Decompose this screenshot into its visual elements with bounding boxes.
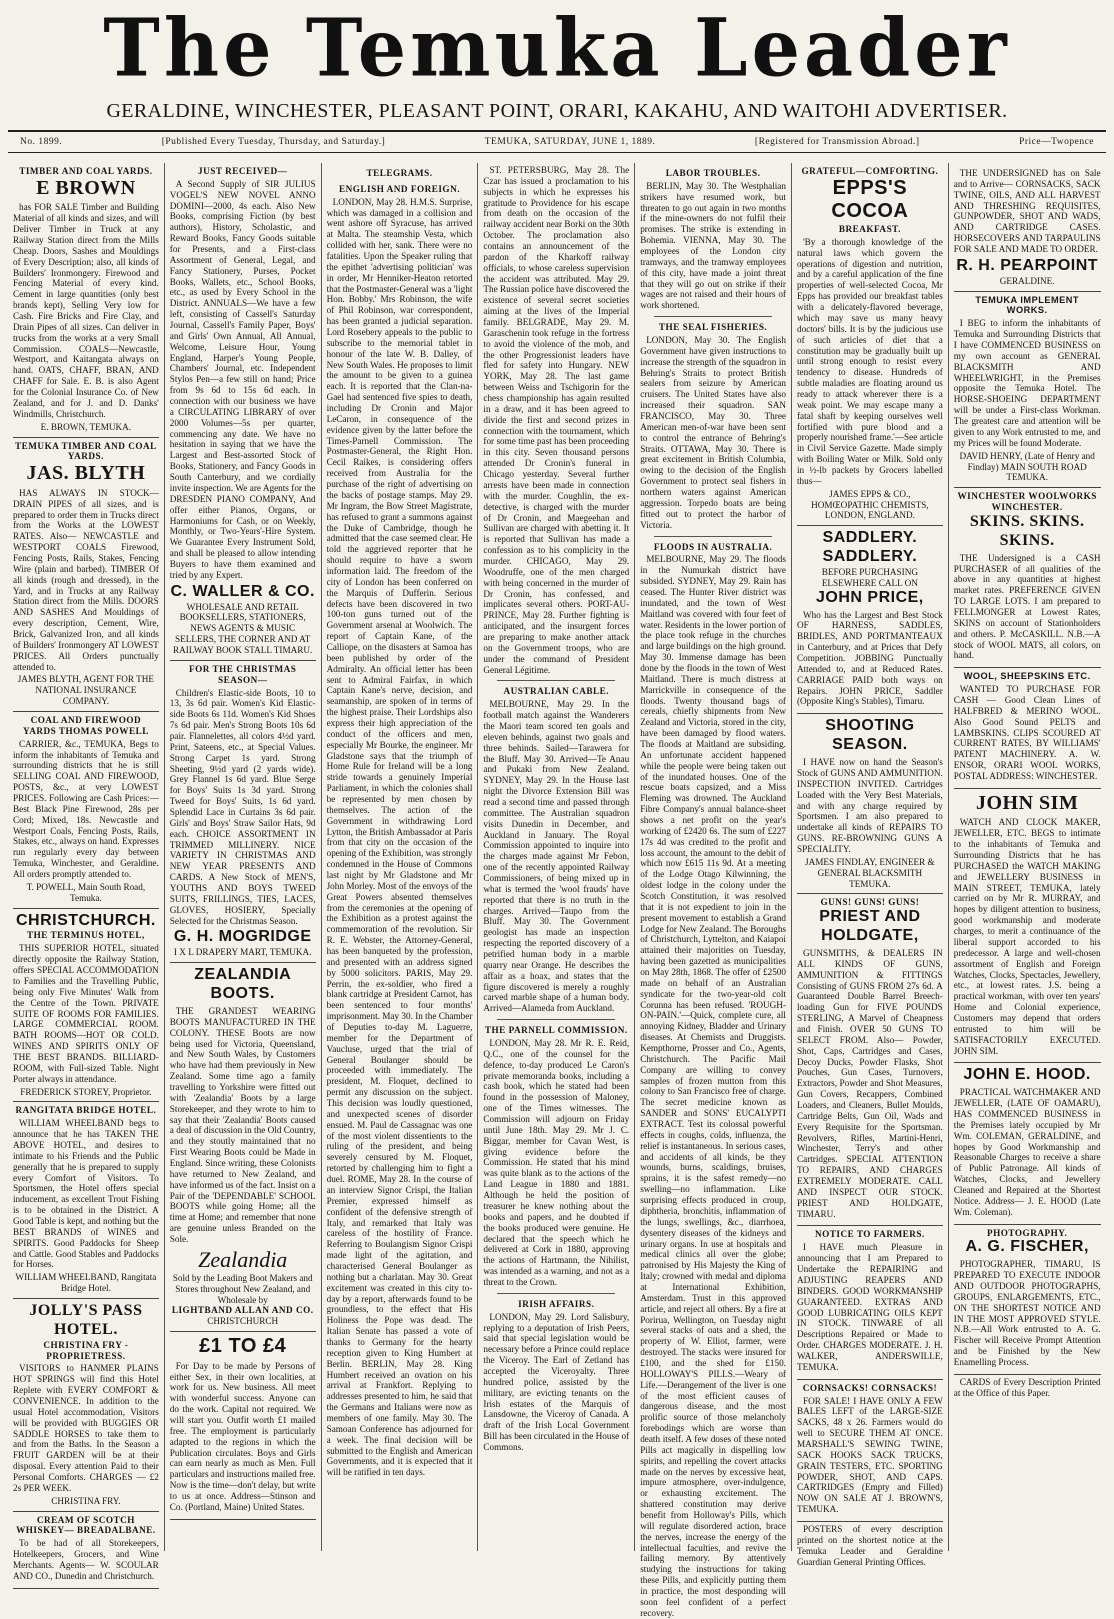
zealandia-logo: Zealandia [198,1246,288,1272]
ad-heading: FOR THE CHRISTMAS SEASON— [189,663,297,685]
section-heading: AUSTRALIAN CABLE. [503,686,610,697]
ad-heading: CHRISTCHURCH. [15,911,156,929]
ad-name: E BROWN [36,176,136,199]
ad-earn-money [170,1332,316,1520]
ad-body: I HAVE much Pleasure in announcing that I am Prepared to Undertake the REPAIRING and ADJUSTING REAPERS AND BINDERS. GOOD WORKMANSHIP GUARANTEED. EXTRAS AND GOOD LUBRICATING OILS KEPT IN STOCK. TINWARE of all Descriptions Repaired or Made to Order. CHARGES MODERATE. J. H. WALKER, ANDERSWILLE, TEMUKA. [796,1242,943,1372]
ad-body: I HAVE now on hand the Season's Stock of GUNS AND AMMUNITION. INSPECTION INVITED. Cartridges Loaded with the Very Best Materials, and with any charge required by Sportsmen. I am also prepared to undertake all kinds of REPAIRS TO GUNS. RE-BROWNING GUNS A SPECIALITY. [796,757,943,854]
article-body: LONDON, May 30. The English Government have given instructions to increase the strength of the squadron in Behring's Straits to protect British sealers from seizure by American cruisers. The United States have also increased their squadron. SAN FRANCISCO, May 30. Three American men-of-war have been sent to control the entrance of Behring's Straits. OTTAWA, May 30. There is great excitement in British Columbia, owing to the decision of the English Government to protect seal fishers in northern waters against American aggression. Torpedo boats are being fitted out to protect the harbor of Victoria. [640,335,786,530]
ad-signature: CHRISTINA FRY. [51,1495,121,1506]
ad-name: LIGHTBAND ALLAN AND CO. [171,1305,314,1316]
section-heading: TELEGRAMS. [366,168,433,178]
article-body: LONDON, May 28. H.M.S. Surprise, which was damaged in a collision and went ashore off Syracuse, has arrived at Malta. The steamship Vesta, which collided with her, sank. There were no fatalities. Upon the Speaker ruling that the epithet 'advertising politician' was in order, Mr Henniker-Heaton retorted that the Postmaster-General was a 'light Hon. Bobby.' Mrs Robinson, the wife of Phil Robinson, war correspondent, has been granted a judicial separation. Lord Rosebery appeals to the public to subscribe to the memorial tablet in honour of the late W. B. Dalley, of New South Wales. He proposes to limit the amount to be given to a guinea each. It is reported that the Clan-na-Gael had sentenced five spies to death, including Dr Cronin and Major LeCaron, in consequence of the evidence given by the latter before the Times-Parnell Commission. The Postmaster-General, the Right Hon. Cecil Raikes, is considering offers received from Australia for the purchase of the right of advertising on the backs of postage stamps. May 29. Mr Ingram, the Bow Street Magistrate, has refused to grant a summons against the Duke of Cambridge, though he admitted that the case seemed clear. He told the aggrieved reporter that he should require to have a sworn information laid. The freedom of the city of London has been conferred on the Marquis of Dufferin. Serious defects have been discovered in two 100-ton guns turned out of the Government arsenal at Woolwich. The report of Captain Kane, of the Calliope, on the disasters at Samoa has been published by order of the Admiralty. An official letter has been sent to Admiral Fairfax, in which Captain Kane's nerve, decision, and seamanship, are spoken of in terms of the highest praise. Their Lordships also express their high appreciation of the conduct of the officers and men, especially Mr Bourke, the engineer. Mr Gladstone says that the triumph of Home Rule for Ireland will be a long stride towards a genuinely Imperial Parliament, in which the colonies shall be represented by men chosen by themselves. The action of the Government in withdrawing Lord Lytton, the British Ambassador at Paris from that city on the occasion of the opening of the Exhibition, was strongly condemned in the House of Commons last night by Mr Gladstone and Mr John Morley. Most of the envoys of the Great Powers absented themselves from the ceremonies at the opening of the Exhibition as a protest against the commemoration of the revolution. Sir R. E. Webster, the Attorney-General, has been banqueted by the profession, and presented with an address signed by 5000 solicitors. PARIS, May 29. Perrin, the ex-soldier, who fired a blank cartridge at President Carnot, has been sentenced to four months' imprisonment. May 30. In the Chamber of Deputies to-day M. Laguerre, member for the Department of Vaucluse, urged that the trial of General Boulanger should be proceeded with immediately. The president, M. Floquet, declined to permit any discussion on the subject. This decision was loudly questioned, and unexpected scenes of disorder ensued. M. Paul de Cassagnac was one of the most violent dissentients to the ruling of the president, and being severely censured by M. Floquet, retorted by challenging him to fight a duel. ROME, May 28. In the course of an interview Signor Crispi, the Italian Premier, expressed himself as confident of the defensive strength of Italy, and remarked that Italy was careless of the hostility of France. Referring to Boulangism Signor Crispi made light of the agitation, and characterised General Boulanger as nothing but a charlatan. May 30. Great excitement was created in this city to-day by a report, afterwards found to be groundless, to the effect that His Holiness the Pope was dead. The Italian Senate has passed a vote of thanks to Germany for the hearty reception given to King Humbert at Berlin. BERLIN, May 28. King Humbert received an ovation on his arrival at Frankfort. Replying to addresses presented to him, he said that the Germans and Italians were now as members of one family. May 30. The Samoan Conference has adjourned for a week. The final decision will be submitted to the English and American Governments, and it is expected that it will be ratified in ten days. [326,196,473,1478]
divider [497,1019,615,1020]
ad-footer: I X L DRAPERY MART, TEMUKA. [173,947,312,958]
ad-john-price [797,526,943,714]
ad-body: GUNSMITHS, & DEALERS IN ALL KINDS OF GUNS, AMMUNITION & FITTINGS Consisting of GUNS FROM 27s 6d. A Guaranteed Double Barrel Breech-loading Gun for FIVE POUNDS STERLING, A Marvel of Cheapness and Finish. OVER 50 GUNS TO SELECT FROM. Also— Powder, Shot, Caps, Cartridges and Cases, Decoy Ducks, Powder Flasks, Shot Pouches, Gun Cases, Turnovers, Extractors, Powder and Shot Measures, Gun Covers, Recappers, Combined Loaders, and Cleaners, Bullet Moulds, Cartridge Belts, Gun Oil, Wads and Every Requisite for the Sportsman. Revolvers, Rifles, Martini-Henri, Winchester, Terry's and other Cartridges. SPECIAL ATTENTION TO REPAIRS, AND CHARGES EXTREMELY MODERATE. CALL AND INSPECT OUR STOCK. PRIEST AND HOLDGATE, TIMARU. [796,948,943,1219]
ad-heading: SADDLERY. SADDLERY. [822,529,918,566]
ad-blyth [13,438,159,713]
posters-notice: POSTERS of every description printed on the shortest notice at the Temuka Leader and Geraldine Guardian General Printing Offices. [796,1523,943,1567]
ad-findlay [797,714,943,894]
ad-powell [13,712,159,909]
ad-cornsacks [797,1380,943,1522]
ad-body: Who has the Largest and Best Stock OF HARNESS, SADDLES, BRIDLES, AND PORTMANTEAUX in Canterbury, and at Prices that Defy Competition. JOBBING Punctually Attended to, and at Reduced Rates. CARRIAGE PAID both ways on Repairs. JOHN PRICE, Saddler (Opposite King's Stables), Timaru. [796,609,943,707]
ad-body: PRACTICAL WATCHMAKER AND JEWELLER, (LATE OF OAMARU), HAS COMMENCED BUSINESS in the Premises lately occupied by Mr Wm. COLEMAN, GERALDINE, and hopes by Good Workmanship and Reasonable Charges to receive a share of Public Patronage. All kinds of Watches, Clocks, and Jewellery Cleaned and Repaired at the Shortest Notice. Address— J. E. HOOD (Late Wm. Coleman). [953,1087,1101,1217]
ad-john-hood [954,1063,1101,1224]
ad-kicker: GRATEFUL—COMFORTING. [801,166,939,176]
cards-notice: CARDS of Every Description Printed at the Office of this Paper. [953,1376,1101,1398]
ad-kicker: BEFORE PURCHASING ELSEWHERE CALL ON [821,567,918,588]
ad-heading: PRIEST AND HOLDGATE, [819,908,921,945]
issue-number: No. 1899. [20,137,63,147]
divider [654,536,772,537]
ad-heading: £1 TO £4 [199,1335,287,1358]
ad-wool-sheepskins [954,668,1101,789]
ad-signature: E. BROWN, TEMUKA. [40,421,132,432]
ad-heading: CREAM OF SCOTCH WHISKEY— BREADALBANE. [16,1514,156,1536]
article-body: MELBOURNE, May 29. The floods in the Numurkah district have subsided. SYDNEY, May 29. Rain has ceased. The Hunter River district was inundated, and the town of West Maitland was covered with four feet of water. Residents in the lower portion of the place took refuge in the churches and large buildings on the high ground. May 30. Immense damage has been done by the floods in the town of West Maitland. There is much distress at Marrickville in consequence of the floods. Twenty thousand bags of cereals, chiefly shipments from New Zealand and Victoria, stored in the city, have been damaged by flood waters. The floods at Maitland are subsiding. An unfortunate accident happened while the people were being taken out of the inundated houses. One of the rescue boats capsized, and a Miss Fleming was drowned. The Auckland Fibre Company's annual balance-sheet shows a net profit on the year's working of £2420 6s. The sum of £227 17s 4d was credited to the profit and loss account, the amount to the debit of which now £615 11s 9d. At a meeting of the Lodge Otago Kilwinning, the oldest lodge in the colony under the Scotch Constitution, it was resolved that it is not expedient to join in the present movement to establish a Grand Lodge for New Zealand. The Boroughs of Christchurch, Lyttelton, and Kaiapoi attained their majorities on Tuesday, having been gazetted as municipalities on May 28th, 1868. The offer of £2500 made on behalf of an Australian syndicate for the two-year-old colt Corunna has been refused. 'ROUGH-ON-PAIN.'—Quick, complete cure, all annoying Kidney, Bladder and Urinary diseases. At Chemists and Druggists. Kempthorne, Prosser and Co., Agents, Christchurch. The Pacific Mail Company are willing to convey samples of frozen mutton from this colony to San Francisco free of charge. The secret medicine known as SANDER and SONS' EUCALYPTI EXTRACT. Test its colossal powerful effects in coughs, colds, influenza, the relief is instantaneous. In serious cases, and accidents of all kinds, be they wounds, burns, scaldings, bruises, sprains, it is the safest remedy—no swelling—no inflammation. Like surprising effects produced in croup, diphtheria, bronchitis, inflammation of the lungs, swellings, &c., diarrhoea, dysentery diseases of the kidneys and urinary organs. In use at hospitals and medical clinics all over the globe; patronised by His Majesty the King of Italy; crowned with medal and diploma at International Exhibition, Amsterdam. Trust in this approved article, and reject all others. By a fire at Porirua, Wellington, on Tuesday night several stacks of oats and a shed, the property of W. Elliot, farmer, were destroyed. The stacks were insured for £100, and the shed for £150. HOLLOWAY'S PILLS.—Weary of Life.—Derangement of the liver is one of the most efficient causes of dangerous disease, and the most prolific source of those melancholy forebodings which are worse than death itself. A few doses of these noted Pills act magically in dispelling low spirits, and repelling the covert attacks made on the nerves by excessive heat, impure atmosphere, over-indulgence, or exhausting excitement. The shattered constitution may derive benefit from Holloway's Pills, which will regulate disordered action, brace the nerves, increase the energy of the intellectual faculties, and revive the failing memory. By attentively studying the instructions for taking these Pills, and explicitly putting them in practice, the most desponding will soon feel confident of a perfect recovery. [640,554,786,1618]
ad-body: FOR SALE! I HAVE ONLY A FEW BALES LEFT of the LARGE-SIZE SACKS, 48 x 26. Farmers would do well to SECURE THEM AT ONCE. MARSHALL'S SEWING TWINE, SACK HOOKS SACK TRUCKS, GRAIN TESTERS, ETC. SPORTING POWDER, SHOT, AND CAPS. CARTRIDGES (Empty and Filled) NOW ON SALE AT J. BROWN'S, TEMUKA. [796,1395,943,1515]
ad-woolworks [954,488,1101,668]
divider [497,680,615,681]
ad-body: HAS ALWAYS IN STOCK— DRAIN PIPES of all sizes, and is prepared to order them in Trucks direct from the Works at the LOWEST RATES. Also— NEWCASTLE and WESTPORT COALS Firewood, Fencing Posts, Rails, Stakes, Fencing Wire (plain and barbed). TIMBER Of all kinds (rough and dressed), in the Yard, and in Trucks at any Railway Station direct from the Mills. DOORS AND SASHES And Mouldings of every description, Cement, Wire, Brick, Galvanized Iron, and all kinds of Builders' Ironmongery AT LOWEST PRICES. All Orders punctually attended to. [13,487,159,672]
column-3 [322,163,479,1551]
ad-name: G. H. MOGRIDGE [173,928,312,946]
ad-signature: DAVID HENRY, (Late of Henry and Findlay) MAIN SOUTH ROAD TEMUKA. [959,450,1095,483]
column-2 [165,163,322,1551]
divider [497,1293,615,1294]
ad-signature: JAMES BLYTH, AGENT FOR THE NATIONAL INSURANCE COMPANY. [17,674,155,707]
ad-heading: JOLLY'S PASS HOTEL. [29,1301,143,1338]
ad-name: CHRISTINA FRY - PROPRIETRESS. [43,1339,129,1361]
ad-heading: ZEALANDIA BOOTS. [194,966,292,1003]
issue-date: TEMUKA, SATURDAY, JUNE 1, 1889. [484,137,656,147]
ad-heading: EPPS'S COCOA [831,176,909,223]
ad-terminus-hotel [13,909,159,1103]
ad-body: WILLIAM WHEELBAND begs to announce that he has TAKEN THE ABOVE HOTEL, and desires to intimate to his Friends and the Public generally that he is prepared to supply every Comfort of Visitors. To Sportsmen, the Hotel offers special inducement, as excellent Trout Fishing is to be obtained in the District. A Good Table is kept, and nothing but the BEST BRANDS of WINES and SPIRITS. Good Paddocks for Sheep and Cattle. Good Stables and Paddocks for Horses. [13,1118,159,1270]
ad-heading: A. G. FISCHER, [965,1238,1089,1256]
ad-implement-works [954,292,1101,489]
ad-whiskey [13,1512,159,1589]
ad-footer: JAMES EPPS & CO., HOMŒOPATHIC CHEMISTS, LONDON, ENGLAND. [811,488,929,521]
column-1 [8,163,165,1581]
article-body: LONDON, May 28. Mr R. E. Reid, Q.C., one of the counsel for the defence, to-day produced Le Caron's private memoranda books, including a cash book, which he stated had been found in the possession of Maloney, one of the Times witnesses. The Commission will adjourn on Friday until June 18th. May 29. Mr J. C. Biggar, member for Cavan West, is giving evidence before the Commission. He stated that his mind was quite blank as to the actions of the Land League in 1880 and 1881. Although he held the position of treasurer he knew nothing about the books and papers, and he doubted if the books produced were genuine. He declared that the speech which he delivered at Cork in 1880, approving the actions of Hartmann, the Nihilist, was intended as a warning, and not as a threat to the Crown. [483,1038,630,1287]
ad-name: C. WALLER & CO. [170,582,315,600]
ad-fischer [954,1225,1101,1375]
ad-footer: JAMES FINDLAY, ENGINEER & GENERAL BLACKSMITH TEMUKA. [805,856,935,889]
ad-heading: TIMBER AND COAL YARDS. [19,166,153,176]
ad-signature: FREDERICK STOREY, Proprietor. [20,1086,152,1097]
ad-body: CARRIER, &c., TEMUKA, Begs to inform the inhabitants of Temuka and surrounding districts that he is still SELLING COAL AND FIREWOOD, POSTS, &c., at very LOWEST PRICES. Following are Cash Prices:—Best Black Pine Firewood, 28s per Cord; Mixed, 18s. Newcastle and Westport Coals, Fencing Posts, Rails, Stakes, etc., always on hand. Expresses run regularly every day between Temuka, Winchester, and Geraldine. All orders promptly attended to. [13,738,159,880]
price: Price—Twopence [1019,137,1094,147]
ad-pearpoint [954,163,1101,292]
ad-name: R. H. PEARPOINT [956,256,1099,274]
masthead-title: The Temuka Leader [103,0,1011,95]
ad-heading: CORNSACKS! CORNSACKS! [802,1382,938,1393]
publication-schedule: [Published Every Tuesday, Thursday, and Saturday.] [161,137,386,147]
ad-kicker: PHOTOGRAPHY. [987,1227,1068,1238]
column-4 [478,163,635,1551]
ad-zealandia [170,963,316,1332]
ad-heading: JOHN SIM [976,791,1079,814]
ad-signature: WILLIAM WHEELBAND, Rangitata Bridge Hotel. [15,1272,157,1294]
section-heading: THE PARNELL COMMISSION. [484,1025,628,1036]
ad-name: THE TERMINUS HOTEL, [26,930,145,941]
ad-heading: WINCHESTER WOOLWORKS WINCHESTER. [957,491,1097,513]
ad-heading: SHOOTING SEASON. [825,717,915,754]
ad-body: 'By a thorough knowledge of the natural laws which govern the operations of digestion and nutrition, and by a careful application of the fine properties of well-selected Cocoa, Mr Epps has provided our breakfast tables with a delicately-flavored beverage, which may save us many heavy doctors' bills. It is by the judicious use of such articles of diet that a constitution may be gradually built up until strong enough to resist every tendency to disease. Hundreds of subtle maladies are floating around us ready to attack wherever there is a weak point. We may escape many a fatal shaft by keeping ourselves well fortified with pure blood and a properly nourished frame.'—See article in Civil Service Gazette. Made simply with Boiling Water or Milk. Sold only in ½-lb packets by Grocers labelled thus— [796,236,943,486]
article-body: MELBOURNE, May 29. In the football match against the Wanderers the Maori team scored ten goals and eleven behinds, against two goals and three behinds. Sailed—Tarawera for the Bluff. May 30. Arrived—Te Anau and Pukaki from New Zealand. SYDNEY, May 29. In the House last night the Divorce Extension Bill was read a second time and passed through committee. The Australian squadron visits Dunedin in December, and Auckland in January. The Royal Commission appointed to inquire into the charges made against Mr Febon, one of the recently appointed Railway Commissioners, of being mixed up in what is termed the 'wool frauds' have reported that there is no truth in the charges. Arrived—Taupo from the Bluff. May 30. The Government geologist has made an inspection respecting the reported discovery of a petrified human body in a marble quarry near Orange. He describes the affair as a hoax, and states that the figure discovered is merely a roughly carved marble shape of a human body. Arrived—Alameda from Auckland. [483,699,630,1014]
ad-waller [170,163,316,661]
column-6 [792,163,949,1567]
ad-body: I BEG to inform the inhabitants of Temuka and Surrounding Districts that I have COMMENCED BUSINESS on my own account as GENERAL BLACKSMITH AND WHEELWRIGHT, in the Premises opposite the Temuka Hotel. The HORSE-SHOEING DEPARTMENT will be under a First-class Workman. The greatest care and attention will be given to any Work entrusted to me, and my Prices will be found Moderate. [953,318,1101,448]
ad-body: has FOR SALE Timber and Building Material of all kinds and sizes, and will Deliver Timber in Truck at any Railway Station direct from the Mills Cheap. Doors, Sashes and Mouldings of Every Description; also, all kinds of Builders' Ironmongery. Firewood and Fencing Material of every kind. Cement in large quantities (only best brands kept), Selling Very low for Cash. Fire Bricks and Fire Clay, and Drain Pipes of all sizes. Can deliver in trucks from the works at a very Small Commission. COALS—Newcastle, Westport, and Kaitangata always on hand. OATS, CHAFF, BRAN, AND CHAFF for Sale. E. B. is also Agent for the Colonial Insurance Co. of New Zealand, and for J. and D. Danks' Windmills, Christchurch. [13,202,159,419]
ad-body: THE GRANDEST WEARING BOOTS MANUFACTURED IN THE COLONY. THESE Boots are now being used for Victoria, Queensland, and New South Wales, by Customers who have had them previously in New Zealand. Some time ago a family travelling to Yorkshire were fitted out with 'Zealandia' Boots by a large Storekeeper, and they wrote to him to say that their 'Zealandia' Boots caused a deal of discussion in the Old Country, and they stoutly maintained that no First Wearing Boots could be Made in England. Since writing, these Colonists have returned to New Zealand, and have informed us of the fact. Insist on a Pair of the 'DEPENDABLE' SCHOOL BOOTS while going Home; all the time at Home; and remember that none are genuine unless Branded on the Sole. [169,1005,316,1244]
article-body: LONDON, May 29. Lord Salisbury, replying to a deputation of Irish Peers, said that special legislation would be necessary before a Prince could replace the Viceroy. The Earl of Zetland has accepted the Viceroyalty. Three hundred police, assisted by the military, are evicting tenants on the Irish estates of the Marquis of Lansdowne, the Viceroy of Canada. A draft of the Irish Local Government Bill has been circulated in the House of Commons. [483,1311,630,1452]
section-heading: FLOODS IN AUSTRALIA. [653,541,773,552]
article-body: BERLIN, May 30. The Westphalian strikers have resumed work, but threaten to go out again in two months if the mine-owners do not fulfil their promises. The strike is extending in Bohemia. VIENNA, May 30. The employees of the London city tramways, and the tramway employees of this city, have made a joint threat that they will go out on strike if their wages are not raised and their hours of work shortened. [640,180,786,311]
ad-body: PHOTOGRAPHER, TIMARU, IS PREPARED TO EXECUTE INDOOR AND OUTDOOR PHOTOGRAPHS, GROUPS, ENLARGEMENTS, ETC., ON THE SHORTEST NOTICE AND IN THE MOST APPROVED STYLE. N.B.—All Work entrusted to A. G. Fischer will Receive Prompt Attention and be Finished by the New Enamelling Process. [953,1259,1101,1368]
ad-brown [13,163,159,438]
newspaper-page [8,0,1106,1618]
ad-body: A Second Supply of SIR JULIUS VOGEL'S NEW NOVEL ANNO DOMINI—2000, 4s each. Also New Books, comprising Fiction (by best authors), History, Scholastic, and Reward Books, Fancy Goods suitable for Presents, and a First-class Assortment of General, Legal, and Fancy Stationery, Purses, Pocket Books, Wallets, etc., School Books, etc., as used by Every School in the District. ANNUALS—We have a few left, consisting of Cassell's Saturday Journal, Cassell's Family Paper, Boys' and Girls' Own Annual, All Annual, Welcome, Leisure Hour, Young England, Harper's Young People, Chambers' Journal, etc. Independent Stylos Pen—a few still on hand; Price from 9s 6d to 15s 6d each. In connection with our business we have a CIRCULATING LIBRARY of over 2000 Volumes—5s per quarter, commencing any date. We have no hesitation in saying that we have the Largest and Best-assorted Stock of Books, Stationery, and Fancy Goods in South Canterbury, and we cordially invite inspection. We are Agents for the DRESDEN PIANO COMPANY, And offer either Pianos, Organs, or Harmoniums for Cash, or on Weekly, Monthly, or Two-Years'-Hire System. We Guarantee Every Instrument Sold, and shall be pleased to allow intending Buyers to have them examined and tried by any Expert. [169,178,316,580]
ad-location: GERALDINE. [999,275,1055,286]
ad-heading: WOOL, SHEEPSKINS ETC. [963,671,1091,682]
columns [8,163,1106,1618]
ad-body: THIS SUPERIOR HOTEL, situated directly opposite the Railway Station, offers SPECIAL ACCOMMODATION to Families and the Travelling Public, being only Five Minutes' Walk from the Centre of the Town. PRIVATE SUITE OF ROOMS FOR FAMILIES. LARGE COMMERCIAL ROOM. BATH ROOMS—HOT OR COLD. WINES AND SPIRITS ONLY OF THE BEST BRANDS. BILLIARD-ROOM, with Full-sized Table. Night Porter always in attendance. [13,943,159,1084]
ad-heading: JUST RECEIVED— [198,166,288,176]
ad-body: For Day to be made by Persons of either Sex, in their own localities, at work for us. New business. All meet with wonderful success. Anyone can do the work. Capital not required. We will start you. Outfit worth £1 mailed free. The employment is particularly adapted to the regions in which the Publication circulates. Boys and Girls can earn nearly as much as Men. Full particulars and instructions mailed free. Now is the time—don't delay, but write to us at once. Address—Stinson and Co. (Portland, Maine) United States. [169,1360,316,1512]
registration-note: [Registered for Transmission Abroad.] [754,137,920,147]
ad-footer: WHOLESALE AND RETAIL BOOKSELLERS, STATIONERS, NEWS AGENTS & MUSIC SELLERS, THE CORNER AND AT RAILWAY BOOK STALL TIMARU. [173,601,313,655]
ad-rangitata-hotel [13,1102,159,1299]
article-body: ST. PETERSBURG, May 28. The Czar has issued a proclamation to his subjects in which he expresses his gratitude to Providence for his escape from death on the occasion of the railway accident near Borki on the 30th October. The proclamation also contains an announcement of the pardon of the Kharkoff railway officials, to whose careless supervision the accident was attributed. May 29. The Russian police have discovered the existence of several secret societies aiming at the lives of the Imperial family. BELGRADE, May 29. M. Garaschenin took refuge in the fortress to avoid the violence of the mob, and the other Progressionist leaders have fled for safety into Hungary. NEW YORK, May 28. The last game between Weiss and Tschigorin for the chess championship has again resulted in a draw, and it has been agreed to divide the first and second prizes in connection with the tournament, which for some time past has been proceeding in this city. Seven thousand persons attended Dr Cronin's funeral in Chicago yesterday. Several further arrests have been made in connection with the murder. Coughlin, the ex-detective, is charged with the murder of Dr Cronin, and Maegeehan and Sullivan are charged with abetting it. It is reported that Sullivan has made a confession as to his complicity in the murder. CHICAGO, May 29. Woodruffe, one of the men charged with being concerned in the murder of Dr Cronin, has confessed, and implicates several others. PORT-AU-PRINCE, May 28. Further fighting is anticipated, and the insurgent forces are preparing to make another attack on the Government troops, who are under the command of President General Légitime. [483,165,630,675]
section-subheading: ENGLISH AND FOREIGN. [338,183,461,194]
ad-location: CHRISTCHURCH [207,1316,279,1327]
ad-heading: NOTICE TO FARMERS. [814,1229,925,1240]
ad-subheading: SKINS. SKINS. SKINS. [969,512,1085,549]
ad-footer: Sold by the Leading Boot Makers and Stores throughout New Zealand, and Wholesale by [172,1272,313,1305]
dateline [8,130,1106,153]
ad-body: Children's Elastic-side Boots, 10 to 13, 3s 6d pair. Women's Kid Elastic-side Boots 6s 11d. Women's Kid Shoes 7s 6d pair. Men's Strong Boots 10s 6d pair. Flannelettes, all colors 4½d yard. Print, Sateens, etc., at Special Values. Strong Carpet 1s yard. Strong Sheeting, 9½d yard (2 yards wide). Grey Flannel 1s 6d yard. Blue Serge for Boys' Suits 1s 3d yard. Strong Tweed for Boys' Suits, 1s 6d yard. Splendid Lace in Curtains 3s 6d pair. Girls' and Boys' Straw Sailor Hats, 9d each. CHOICE ASSORTMENT IN TRIMMED MILLINERY. NICE VARIETY IN CHRISTMAS AND NEW YEAR PRESENTS AND CARDS. A New Stock of MEN'S, YOUTHS AND BOYS TWEED SUITS, FRILLINGS, TIES, LACES, GLOVES, HOSIERY, Specially Selected for the Christmas Season. [169,687,316,926]
section-heading: IRISH AFFAIRS. [518,1298,595,1309]
ad-body: THE Undersigned is a CASH PURCHASER of all qualities of the above in any quantities at highest market rates. PREFERENCE GIVEN TO LARGE LOTS. I am prepared to FELLMONGER at Lowest Rates, SKINS on account of Stationholders and others. P. McCASKILL. N.B.—A stock of WOOL MATS, all colors, on hand. [953,552,1101,661]
masthead-subtitle: GERALDINE, WINCHESTER, PLEASANT POINT, ORARI, KAKAHU, AND WAITOHI ADVERTISER. [106,100,1008,122]
ad-kicker: GUNS! GUNS! GUNS! [820,897,920,908]
ad-jollys-pass-hotel [13,1299,159,1512]
ad-priest-holdgate [797,894,943,1226]
ad-heading: COAL AND FIREWOOD YARDS THOMAS POWELL [22,715,149,736]
ad-body: WATCH AND CLOCK MAKER, JEWELLER, ETC. BEGS to intimate to the inhabitants of Temuka and Surrounding Districts that he has PURCHASED the WATCH MAKING and JEWELLERY BUSINESS in MAIN STREET, TEMUKA, lately carried on by Mr R. MURRAY, and hopes by diligent attention to business, good workmanship and moderate charges, to merit a continuance of the liberal support accorded to his predecessor. A large and well-chosen assortment of English and Foreign Watches, Clocks, Spectacles, Jewellery, etc., at lowest rates. J.S. being a practical workman, with over ten years' Home and Colonial experience, Customers may depend that orders entrusted to him will be SATISFACTORILY EXECUTED. JOHN SIM. [953,817,1101,1056]
ad-heading: RANGITATA BRIDGE HOTEL. [15,1105,157,1116]
ad-heading: TEMUKA IMPLEMENT WORKS. [975,294,1079,316]
column-7 [949,163,1106,1551]
ad-body: VISITORS to HANMER PLAINS HOT SPRINGS will find this Hotel Replete with EVERY COMFORT & CONVENIENCE. In addition to the usual Hotel accommodation, Visitors will be provided with BUGGIES OR SADDLE HORSES to take them to and from the Baths. In the Season a FRUIT GARDEN will be at their disposal. Every attention Paid to their Personal Comforts. CHARGES — £2 2s PER WEEK. [13,1363,159,1493]
section-heading: THE SEAL FISHERIES. [658,322,768,333]
ad-heading: JOHN E. HOOD. [963,1066,1091,1084]
ad-body: To be had of all Storekeepers, Hotelkeepers, Grocers, and Wine Merchants. Agents— W. SCOULAR AND CO., Dunedin and Christchurch. [13,1538,159,1581]
ad-name: JAS. BLYTH [26,462,146,485]
ad-body: THE UNDERSIGNED has on Sale and to Arrive— CORNSACKS, SACK TWINE, OILS, AND ALL HARVEST AND THRESHING REQUISITES, GUNPOWDER, SHOT AND WADS, AND CARTRIDGE CASES. HORSECOVERS AND TARPAULINS FOR SALE AND MADE TO ORDER. [953,168,1101,255]
divider [654,316,772,317]
ad-john-sim [954,789,1101,1064]
ad-epps-cocoa [797,163,943,526]
ad-signature: T. POWELL, Main South Road, Temuka. [26,881,146,903]
ad-body: WANTED TO PURCHASE FOR CASH — Good Clean Lines of HALFBRED & MERINO WOOL. Also Good Sound PELTS and LAMBSKINS. CLIPS SCOURED AT CURRENT RATES, BY WILLIAMS' PATENT MACHINERY. A. W. ENSOR, ORARI WOOL WORKS, POSTAL ADDRESS: WINCHESTER. [953,684,1101,782]
ad-walker [797,1226,943,1379]
section-heading: LABOR TROUBLES. [665,168,761,178]
ad-heading: TEMUKA TIMBER AND COAL YARDS. [15,440,157,462]
ad-name: JOHN PRICE, [816,588,924,606]
column-5 [635,163,792,1618]
ad-subheading: BREAKFAST. [838,224,901,235]
ad-mogridge [170,661,316,963]
